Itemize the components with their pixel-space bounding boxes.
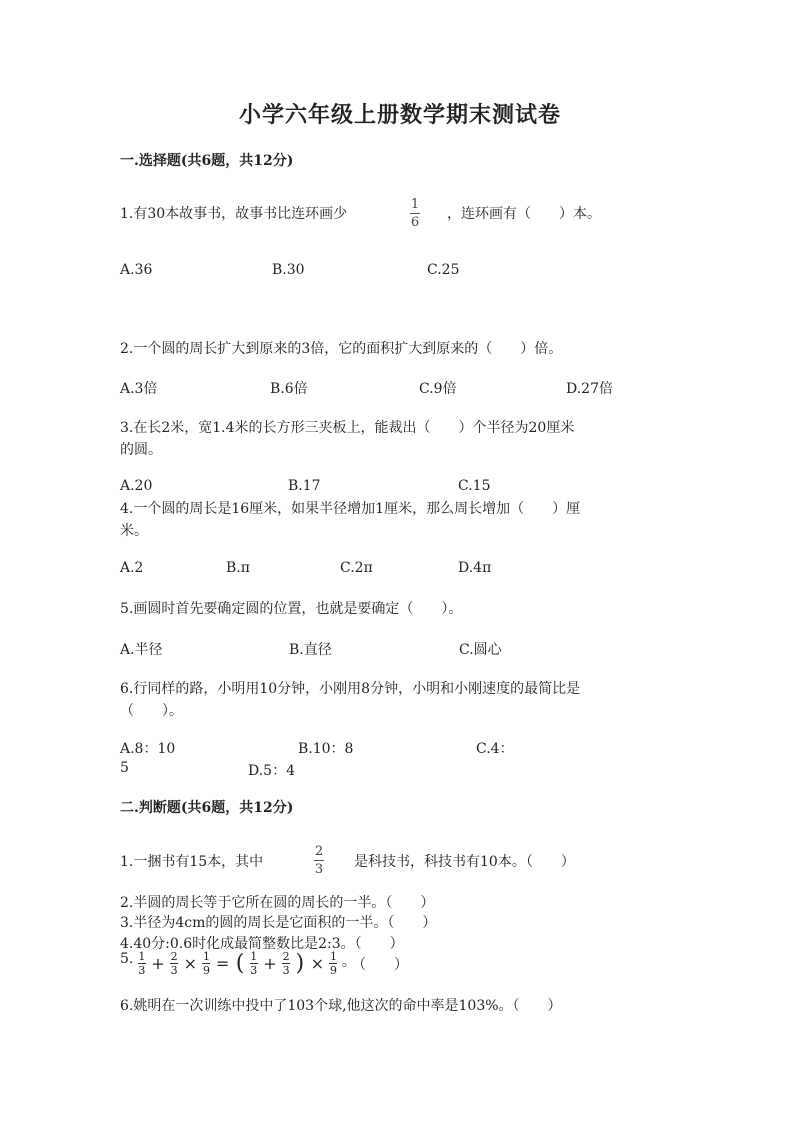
option-c: C.2π: [340, 560, 373, 576]
option-c-continued: 5: [120, 760, 129, 776]
numerator: 1: [138, 950, 146, 963]
judgment-5: [120, 951, 356, 976]
period: 。: [341, 954, 356, 970]
fraction-one-third: [138, 951, 146, 976]
option-d: D.27倍: [566, 381, 613, 397]
fraction-denominator: 3: [314, 862, 324, 877]
numerator: 1: [202, 950, 210, 963]
option-c: C.15: [458, 478, 491, 494]
option-b: B.直径: [289, 642, 332, 658]
fraction-denominator: 6: [410, 215, 420, 230]
judgment-2: 2.半圆的周长等于它所在圆的周长的一半。（ ）: [120, 895, 435, 911]
option-a: A.2: [120, 560, 144, 576]
left-paren: (: [235, 951, 245, 976]
fraction-one-third: [250, 951, 258, 976]
judgment-1-tail: 是科技书，科技书有10本。（ ）: [354, 854, 575, 870]
numerator: 1: [329, 950, 337, 963]
denominator: 9: [329, 964, 337, 977]
judgment-3: 3.半径为4cm的圆的周长是它面积的一半。（ ）: [120, 915, 437, 931]
section-heading-judgment: 二.判断题(共6题，共12分): [120, 800, 294, 816]
fraction-bar: [410, 213, 420, 214]
fraction-numerator: 1: [410, 197, 420, 212]
fraction-bar: [314, 860, 324, 861]
option-a: A.8：10: [120, 741, 176, 757]
judgment-6: 6.姚明在一次训练中投中了103个球,他这次的命中率是103%。（ ）: [120, 998, 562, 1014]
fraction-numerator: 2: [314, 844, 324, 859]
plus-sign: +: [151, 954, 165, 973]
option-b: B.π: [226, 560, 250, 576]
question-1: [120, 203, 347, 223]
fraction-one-ninth: [329, 951, 337, 976]
denominator: 3: [250, 964, 258, 977]
numerator: 2: [282, 950, 290, 963]
denominator: 9: [202, 964, 210, 977]
fraction-two-thirds: [314, 845, 324, 876]
option-d: D.4π: [458, 560, 492, 576]
equals-sign: =: [215, 954, 230, 973]
option-a: A.36: [120, 262, 153, 278]
option-a: A.3倍: [120, 381, 158, 397]
denominator: 3: [138, 964, 146, 977]
question-5: 5.画圆时首先要确定圆的位置，也就是要确定（ ）。: [120, 601, 463, 617]
judgment-1: 1.一捆书有15本，其中: [120, 854, 264, 870]
question-3-line-2: 的圆。: [120, 442, 162, 458]
option-c: C.9倍: [419, 381, 457, 397]
plus-sign: +: [263, 954, 277, 973]
fraction-one-sixth: [410, 198, 420, 229]
denominator: 3: [170, 964, 178, 977]
option-c: C.圆心: [459, 642, 502, 658]
option-d: D.5：4: [248, 763, 295, 779]
question-text: 1.有30本故事书，故事书比连环画少: [120, 206, 348, 222]
page-title: 小学六年级上册数学期末测试卷: [238, 102, 561, 128]
question-4-line-2: 米。: [120, 523, 148, 539]
option-a: A.半径: [120, 642, 163, 658]
question-text-tail: ，连环画有（ ）本。: [447, 206, 601, 222]
numerator: 2: [170, 950, 178, 963]
option-c: C.25: [427, 262, 460, 278]
times-sign: ×: [310, 954, 325, 973]
question-4-line-1: 4.一个圆的周长是16厘米，如果半径增加1厘米，那么周长增加（ ）厘: [120, 501, 581, 517]
times-sign: ×: [183, 954, 197, 973]
denominator: 3: [282, 964, 290, 977]
judgment-5-blank: （ ）: [352, 957, 408, 973]
option-b: B.10：8: [298, 741, 354, 757]
fraction-one-ninth: [202, 951, 210, 976]
option-b: B.6倍: [270, 381, 308, 397]
option-a: A.20: [120, 478, 153, 494]
question-number: 5.: [120, 951, 134, 967]
option-b: B.17: [288, 478, 321, 494]
fraction-two-thirds: [282, 951, 290, 976]
right-paren: ): [295, 951, 305, 976]
option-b: B.30: [272, 262, 305, 278]
question-6-line-2: （ ）。: [120, 703, 183, 719]
fraction-two-thirds: [170, 951, 178, 976]
judgment-4: 4.40分:0.6时化成最简整数比是2:3。（ ）: [120, 936, 404, 952]
section-heading-choice: 一.选择题(共6题，共12分): [120, 153, 294, 169]
option-c: C.4：: [476, 741, 514, 757]
question-3-line-1: 3.在长2米，宽1.4米的长方形三夹板上，能裁出（ ）个半径为20厘米: [120, 420, 575, 436]
numerator: 1: [250, 950, 258, 963]
question-6-line-1: 6.行同样的路，小明用10分钟，小刚用8分钟，小明和小刚速度的最简比是: [120, 681, 581, 697]
question-2: 2.一个圆的周长扩大到原来的3倍，它的面积扩大到原来的（ ）倍。: [120, 341, 563, 357]
